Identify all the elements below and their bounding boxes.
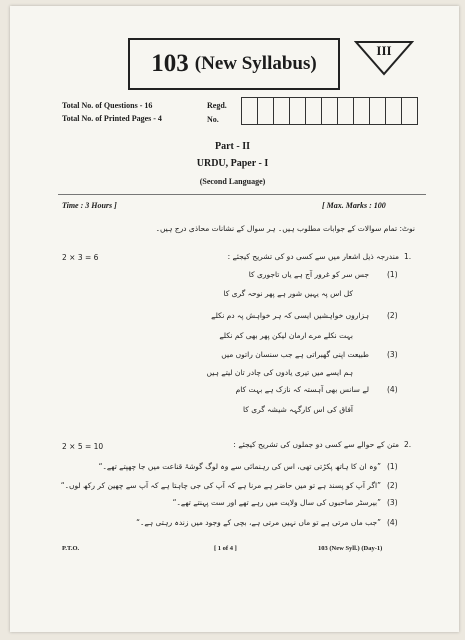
set-mark: III (376, 43, 392, 58)
q1-marks: 2 × 3 = 6 (62, 253, 99, 262)
reg-box[interactable] (369, 97, 386, 125)
q1-verse-line: ہزاروں خواہشیں ایسی کہ ہر خواہش پہ دم نکلے (211, 311, 369, 320)
q2-instruction: متن کے حوالے سے کسی دو جملوں کی تشریح کیجئے : (233, 440, 399, 449)
language-heading: (Second Language) (199, 177, 266, 186)
reg-box[interactable] (257, 97, 274, 125)
regd-label: Regd. (207, 101, 227, 110)
regd-label-block (207, 99, 227, 127)
q1-verse-line: جس سر کو غرور آج ہے یاں تاجوری کا (248, 270, 369, 279)
q2-item-number: (4) (387, 518, 398, 527)
page-number: [ 1 of 4 ] (214, 545, 237, 552)
q1-item-number: (4) (387, 385, 398, 394)
total-questions: Total No. of Questions - 16 (62, 101, 153, 110)
reg-box[interactable] (385, 97, 402, 125)
reg-box[interactable] (321, 97, 338, 125)
reg-box[interactable] (241, 97, 258, 125)
q1-verse-line: کل اس پہ یہیں شور ہے پھر نوحہ گری کا (223, 289, 353, 298)
reg-box[interactable] (353, 97, 370, 125)
q2-item-number: (3) (387, 498, 398, 507)
q2-number: 2. (404, 440, 412, 449)
reg-box[interactable] (273, 97, 290, 125)
reg-box[interactable] (289, 97, 306, 125)
q1-verse-line: بہت نکلے مرے ارمان لیکن پھر بھی کم نکلے (219, 331, 353, 340)
part-heading: Part - II (215, 141, 250, 152)
q1-verse-line: طبیعت اپنی گھبراتی ہے جب سنسان راتوں میں (221, 350, 369, 359)
q1-verse-line: آفاق کی اس کارگہہ شیشہ گری کا (242, 405, 353, 414)
q2-sentence: ”بیرسٹر صاحبوں کی سال ولایت میں رہے تھے اور ست پہنتے تھے۔“ (172, 498, 381, 507)
q2-item-number: (2) (387, 481, 398, 490)
reg-box[interactable] (305, 97, 322, 125)
q2-marks: 2 × 5 = 10 (62, 442, 104, 451)
general-note: نوٹ: تمام سوالات کے جوابات مطلوب ہیں۔ ہر سوال کے نشانات محاذی درج ہیں۔ (155, 224, 415, 233)
subject-heading: URDU, Paper - I (196, 158, 269, 169)
q1-verse-line: لے سانس بھی آہستہ کہ نازک ہے بہت کام (235, 385, 369, 394)
reg-box[interactable] (337, 97, 354, 125)
no-label: No. (207, 115, 219, 124)
total-pages: Total No. of Printed Pages - 4 (62, 114, 162, 123)
syllabus-label: (New Syllabus) (194, 53, 317, 74)
q1-item-number: (3) (387, 350, 398, 359)
q2-item-number: (1) (387, 462, 398, 471)
q2-sentence: ”وہ ان کا ہاتھ پکڑتی تھی، اس کی رہنمائی سے وہ لوگ گوشۂ قناعت میں جا چھپتے تھے۔“ (98, 462, 381, 471)
max-marks-label: [ Max. Marks : 100 (322, 201, 386, 210)
q2-sentence: ”جب ماں مرتی ہے تو ماں نہیں مرتی ہے، بچی کے وجود میں زندہ رہتی ہے۔“ (136, 518, 381, 527)
reg-box[interactable] (401, 97, 418, 125)
registration-number-boxes[interactable] (242, 97, 418, 125)
paper-code: 103 (151, 50, 189, 77)
footer-code: 103 (New Syll.) (Day-1) (318, 545, 383, 552)
q1-verse-line: ہم ایسے میں تیری یادوں کی چادر تان لیتے ہیں (206, 368, 353, 377)
q2-sentence: ”اگر آپ کو پسند ہے تو میں حاضر ہے مرنا ہے کہ آپ کی جی چاہتا ہے کہ آپ سے چھین کر رکھ لوں۔“ (60, 481, 381, 490)
time-label: Time : 3 Hours ] (62, 201, 117, 210)
q1-item-number: (1) (387, 270, 398, 279)
divider (58, 194, 426, 195)
q1-number: 1. (404, 252, 412, 261)
paper-code-box (128, 38, 340, 90)
pto-label: P.T.O. (62, 545, 80, 552)
q1-item-number: (2) (387, 311, 398, 320)
q1-instruction: مندرجہ ذیل اشعار میں سے کسی دو کی تشریح کیجئے : (227, 252, 399, 261)
